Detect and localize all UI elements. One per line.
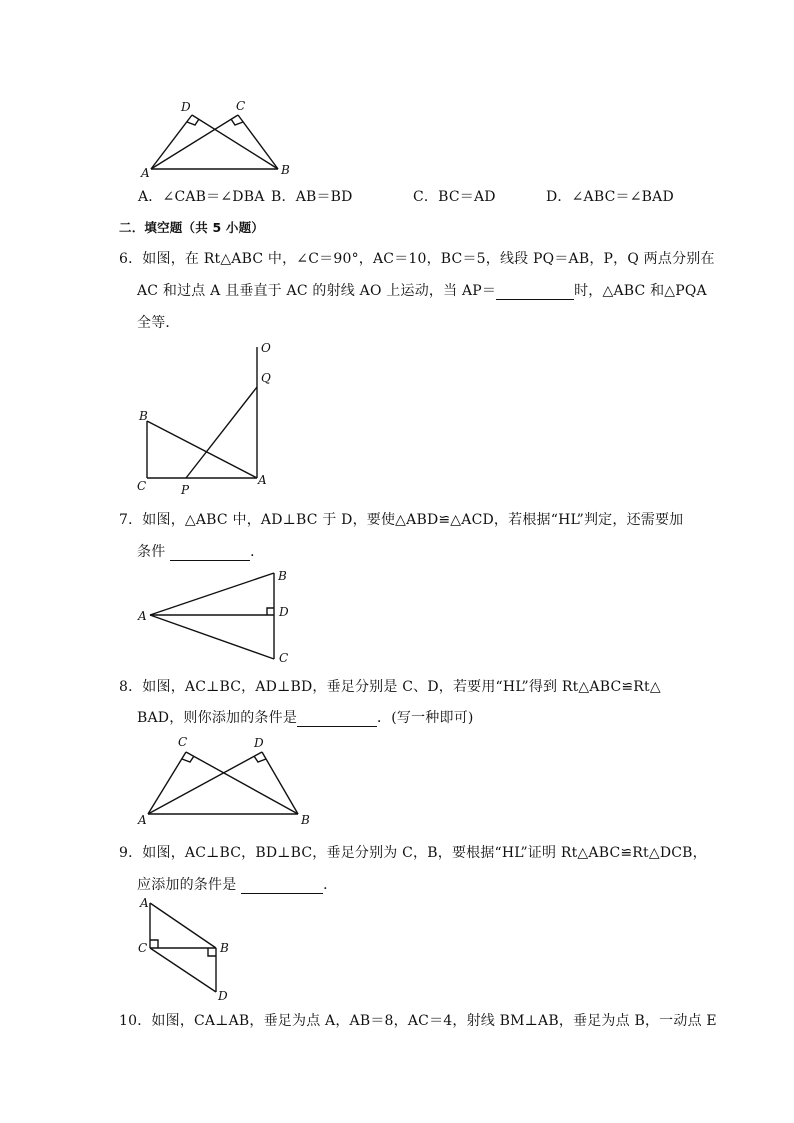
fig8-label-D: D (254, 736, 264, 750)
fig9-segment-AB (150, 903, 216, 948)
fig9-label-A: A (140, 896, 149, 910)
fig8-label-A: A (138, 813, 147, 827)
q5-option-a: A．∠CAB＝∠DBA (138, 189, 265, 205)
fig5-label-B: B (281, 163, 290, 177)
fig7-label-C: C (279, 651, 289, 665)
q5-option-c: C．BC＝AD (413, 189, 496, 205)
fig6-label-Q: Q (261, 371, 271, 385)
q9-text-b: ． (323, 877, 338, 893)
q6-text-a: AC 和过点 A 且垂直于 AC 的射线 AO 上运动，当 AP＝ (137, 283, 497, 299)
q8-text-a: BAD，则你添加的条件是 (137, 710, 298, 726)
q7-text-a: 条件 (137, 544, 171, 560)
fig9-segment-CD (150, 948, 216, 992)
q6-text-b: 时，△ABC 和△PQA (574, 283, 707, 299)
fig6-label-A: A (258, 473, 267, 487)
fig9-label-C: C (138, 941, 148, 955)
fig8-label-C: C (178, 735, 188, 749)
fig5-label-D: D (181, 100, 191, 114)
fig5-label-A: A (141, 166, 150, 180)
fig6-label-B: B (139, 409, 148, 423)
section-title: 二．填空题（共 5 小题） (119, 220, 265, 235)
fig9-label-B: B (220, 941, 229, 955)
q8-line-1: 8．如图，AC⊥BC，AD⊥BD，垂足分别是 C、D，若要用“HL”得到 Rt△ABC≌Rt△ (119, 679, 661, 695)
fig9-label-D: D (218, 989, 228, 1003)
fig7-label-D: D (279, 605, 289, 619)
fig6-label-O: O (261, 341, 271, 355)
q6-line-3: 全等． (137, 315, 180, 331)
fig7-label-B: B (278, 569, 287, 583)
fig6-label-C: C (137, 479, 147, 493)
q9-line-1: 9．如图，AC⊥BC，BD⊥BC，垂足分别为 C，B，要根据“HL”证明 Rt△ABC≌Rt△DCB， (119, 845, 707, 861)
fig5-label-C: C (236, 99, 246, 113)
q8-text-b: ．(写一种即可) (377, 710, 474, 726)
fig9-right-angle-B (208, 948, 216, 956)
q10-line-1: 10．如图，CA⊥AB，垂足为点 A，AB＝8，AC＝4，射线 BM⊥AB，垂足为点 B，一动点 E (119, 1013, 717, 1029)
fig6-label-P: P (181, 483, 190, 497)
fig9-right-angle-C (150, 940, 158, 948)
q6-line-1: 6．如图，在 Rt△ABC 中，∠C＝90°，AC＝10，BC＝5，线段 PQ＝AB，P，Q 两点分别在 (119, 251, 715, 267)
q5-option-b: B．AB＝BD (271, 189, 353, 205)
q5-option-d: D．∠ABC＝∠BAD (546, 189, 674, 205)
fig8-label-B: B (301, 813, 310, 827)
q9-text-a: 应添加的条件是 (137, 877, 242, 893)
q7-line-1: 7．如图，△ABC 中，AD⊥BC 于 D，要使△ABD≌△ACD，若根据“HL”判定，还需要加 (119, 512, 684, 528)
fig7-label-A: A (138, 609, 147, 623)
q7-text-b: ． (250, 544, 265, 560)
